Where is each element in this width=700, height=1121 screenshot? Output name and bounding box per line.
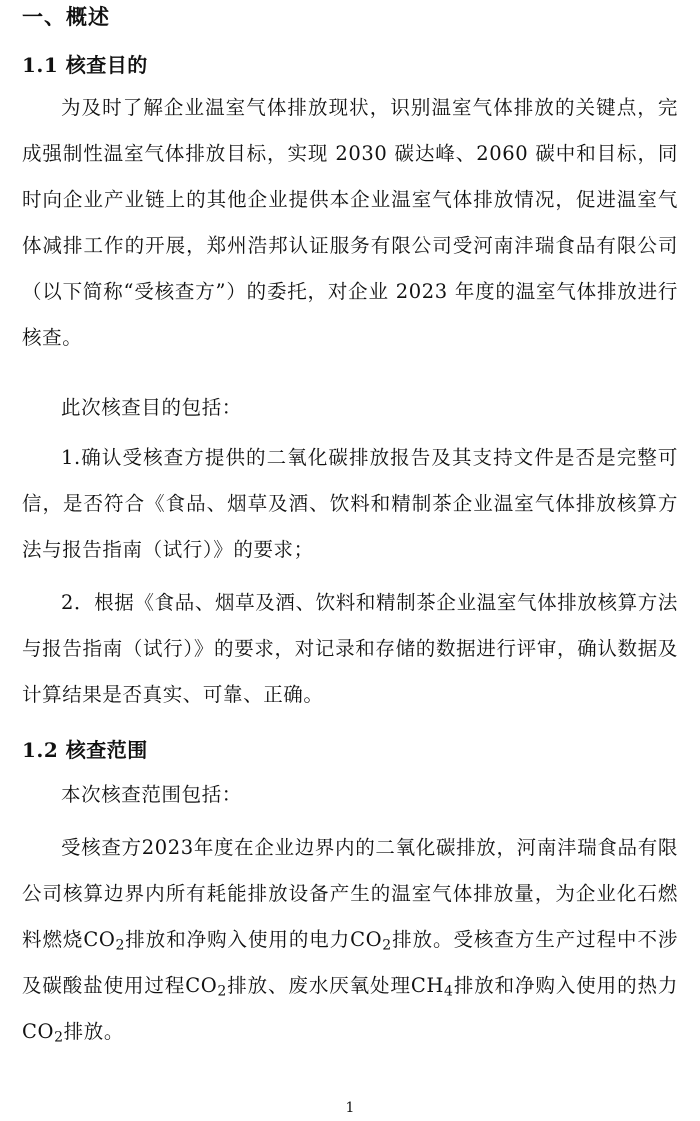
section-heading-overview: 一、概述: [22, 4, 110, 29]
scope-text-c: 排放。受核查方生产过程中不涉及碳酸盐使用过程CO: [22, 928, 678, 997]
subscript-2: 2: [115, 937, 125, 954]
scope-text-e: 排放和净购入使用的热力CO: [22, 974, 678, 1043]
purpose-item-2: 2．根据《食品、烟草及酒、饮料和精制茶企业温室气体排放核算方法与报告指南（试行）》的要求，对记录和存储的数据进行评审，确认数据及计算结果是否真实、可靠、正确。: [22, 591, 678, 706]
purpose-paragraph: 为及时了解企业温室气体排放现状，识别温室气体排放的关键点，完成强制性温室气体排放目标，实现 2030 碳达峰、2060 碳中和目标，同时向企业产业链上的其他企业提供本企业温室气体排放情况，促进温室气体减排工作的开展，郑州浩邦认证服务有限公司受河南沣瑞食品有限公司（以下简称“受核查方”）的委托，对企业 2023 年度的温室气体排放进行核查。: [22, 96, 678, 349]
scope-text-b: 排放和净购入使用的电力CO: [124, 928, 383, 951]
scope-text-a: 受核查方2023年度在企业边界内的二氧化碳排放，河南沣瑞食品有限公司核算边界内所有耗能排放设备产生的温室气体排放量，为企业化石燃料燃烧CO: [22, 836, 678, 951]
subscript-2: 2: [54, 1029, 64, 1046]
section-heading-scope: 1.2 核查范围: [22, 738, 148, 762]
page-number: 1: [345, 1100, 355, 1116]
purpose-list-intro: 此次核查目的包括：: [61, 396, 242, 419]
scope-list-intro: 本次核查范围包括：: [61, 783, 242, 806]
subscript-2: 2: [217, 983, 227, 1000]
subscript-2: 2: [382, 937, 392, 954]
purpose-item-1: 1.确认受核查方提供的二氧化碳排放报告及其支持文件是否是完整可信，是否符合《食品、烟草及酒、饮料和精制茶企业温室气体排放核算方法与报告指南（试行）》的要求；: [22, 446, 678, 561]
scope-text-d: 排放、废水厌氧处理CH: [226, 974, 444, 997]
scope-paragraph: [22, 825, 678, 1055]
subscript-4: 4: [443, 983, 454, 1000]
section-heading-purpose: 1.1 核查目的: [22, 53, 148, 77]
scope-text-f: 排放。: [63, 1020, 124, 1043]
